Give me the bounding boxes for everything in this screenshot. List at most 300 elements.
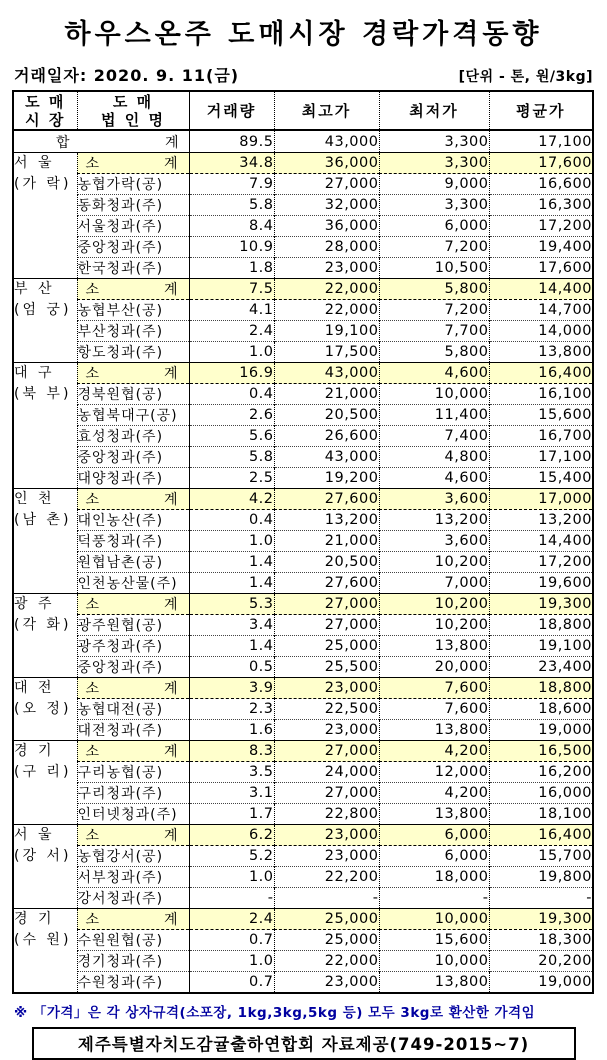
volume-cell: 1.0 bbox=[189, 531, 274, 552]
market-name: 서 울 bbox=[14, 827, 55, 843]
avg-cell: 19,300 bbox=[489, 909, 593, 930]
subtotal-label-cell bbox=[77, 363, 189, 384]
low-cell: 3,300 bbox=[379, 195, 489, 216]
subtotal-row bbox=[13, 741, 593, 762]
high-cell: 22,200 bbox=[274, 867, 379, 888]
subtotal-label-left: 소 bbox=[85, 681, 101, 697]
company-row bbox=[13, 930, 593, 951]
high-cell: 19,100 bbox=[274, 321, 379, 342]
avg-cell: 16,400 bbox=[489, 363, 593, 384]
corp-name-cell: 농협북대구(공) bbox=[77, 405, 189, 426]
company-row bbox=[13, 426, 593, 447]
col-header-low: 최저가 bbox=[379, 91, 489, 130]
low-cell: 10,000 bbox=[379, 951, 489, 972]
market-branch: (오 정) bbox=[14, 701, 72, 717]
subtotal-label-cell bbox=[77, 594, 189, 615]
high-cell: 26,600 bbox=[274, 426, 379, 447]
company-row bbox=[13, 720, 593, 741]
company-row bbox=[13, 342, 593, 363]
corp-name-cell: 인천농산물(주) bbox=[77, 573, 189, 594]
high-cell: 17,500 bbox=[274, 342, 379, 363]
volume-cell: 5.3 bbox=[189, 594, 274, 615]
total-high-cell: 43,000 bbox=[274, 130, 379, 153]
subtotal-label-cell bbox=[77, 678, 189, 699]
subtotal-label-right: 계 bbox=[163, 282, 179, 298]
avg-cell: 19,000 bbox=[538, 722, 592, 738]
justified-label bbox=[78, 741, 189, 761]
avg-cell: 15,400 bbox=[538, 470, 592, 486]
subtotal-label-left: 소 bbox=[85, 492, 101, 508]
high-cell: 28,000 bbox=[274, 237, 379, 258]
low-cell: 7,700 bbox=[379, 321, 489, 342]
source-box: 제주특별자치도감귤출하연합회 자료제공(749-2015~7) bbox=[32, 1027, 576, 1060]
volume-cell: 1.4 bbox=[189, 573, 274, 594]
avg-cell: 13,200 bbox=[538, 512, 592, 528]
high-cell: 27,000 bbox=[274, 741, 379, 762]
market-cell bbox=[13, 279, 77, 363]
market-cell bbox=[13, 678, 77, 741]
low-cell: 6,000 bbox=[379, 216, 489, 237]
subtotal-row bbox=[13, 825, 593, 846]
market-cell bbox=[13, 489, 77, 594]
avg-cell: 16,700 bbox=[538, 428, 592, 444]
company-row bbox=[13, 195, 593, 216]
col-header-market-line2: 시 장 bbox=[25, 110, 66, 129]
avg-cell: 18,800 bbox=[489, 678, 593, 699]
company-row bbox=[13, 552, 593, 573]
high-cell: 27,000 bbox=[274, 615, 379, 636]
low-cell: 10,200 bbox=[379, 594, 489, 615]
low-cell: 10,500 bbox=[379, 258, 489, 279]
market-branch: (구 리) bbox=[14, 764, 72, 780]
market-name: 대 전 bbox=[14, 680, 55, 696]
col-header-market bbox=[13, 91, 77, 130]
low-cell: 3,600 bbox=[379, 489, 489, 510]
high-cell: 13,200 bbox=[274, 510, 379, 531]
avg-cell: 18,800 bbox=[538, 617, 592, 633]
market-name: 경 기 bbox=[14, 743, 55, 759]
low-cell: 12,000 bbox=[379, 762, 489, 783]
avg-cell: 17,000 bbox=[489, 489, 593, 510]
low-cell: 3,600 bbox=[379, 531, 489, 552]
low-cell: 13,800 bbox=[379, 804, 489, 825]
volume-cell: 1.7 bbox=[189, 804, 274, 825]
low-cell: 4,200 bbox=[379, 741, 489, 762]
col-header-market-line1: 도 매 bbox=[25, 92, 66, 111]
volume-cell: 1.8 bbox=[189, 258, 274, 279]
avg-cell: 19,400 bbox=[538, 239, 592, 255]
avg-cell: 16,200 bbox=[538, 764, 592, 780]
high-cell: - bbox=[274, 888, 379, 909]
justified-label bbox=[78, 363, 189, 383]
avg-cell: 17,200 bbox=[538, 554, 592, 570]
market-cell bbox=[13, 363, 77, 489]
company-row bbox=[13, 384, 593, 405]
avg-cell: 17,100 bbox=[538, 449, 592, 465]
volume-cell: 0.5 bbox=[189, 657, 274, 678]
volume-cell: 2.4 bbox=[189, 909, 274, 930]
total-row bbox=[13, 130, 593, 153]
high-cell: 43,000 bbox=[274, 363, 379, 384]
company-row bbox=[13, 846, 593, 867]
volume-cell: 3.4 bbox=[189, 615, 274, 636]
corp-name-cell: 원협남촌(공) bbox=[77, 552, 189, 573]
subtotal-label-left: 소 bbox=[85, 744, 101, 760]
market-branch: (수 원) bbox=[14, 932, 72, 948]
volume-cell: 5.8 bbox=[189, 195, 274, 216]
market-name: 경 기 bbox=[14, 911, 55, 927]
subtotal-label-left: 소 bbox=[85, 156, 101, 172]
volume-cell: 0.7 bbox=[189, 972, 274, 994]
company-row bbox=[13, 447, 593, 468]
corp-name-cell: 광주원협(공) bbox=[77, 615, 189, 636]
subtotal-label-right: 계 bbox=[163, 156, 179, 172]
subtotal-label-right: 계 bbox=[163, 912, 179, 928]
company-row bbox=[13, 657, 593, 678]
avg-cell: 18,100 bbox=[538, 806, 592, 822]
unit-label: [단위 - 톤, 원/3kg] bbox=[458, 69, 593, 85]
company-row bbox=[13, 405, 593, 426]
page-title: 하우스온주 도매시장 경락가격동향 bbox=[64, 19, 543, 50]
company-row bbox=[13, 615, 593, 636]
high-cell: 22,000 bbox=[274, 951, 379, 972]
company-row bbox=[13, 258, 593, 279]
volume-cell: 3.5 bbox=[189, 762, 274, 783]
market-name: 대 구 bbox=[14, 365, 55, 381]
corp-name-cell: 대인농산(주) bbox=[77, 510, 189, 531]
low-cell: - bbox=[379, 888, 489, 909]
corp-name-cell: 서부청과(주) bbox=[77, 867, 189, 888]
subtotal-label-right: 계 bbox=[163, 828, 179, 844]
market-name: 인 천 bbox=[14, 491, 55, 507]
low-cell: 7,000 bbox=[379, 573, 489, 594]
subtotal-label-left: 소 bbox=[85, 366, 101, 382]
high-cell: 22,800 bbox=[274, 804, 379, 825]
price-footnote: ※ 「가격」은 각 상자규격(소포장, 1kg,3kg,5kg 등) 모두 3kg로 환산한 가격임 bbox=[14, 1005, 536, 1021]
corp-name-cell: 인터넷청과(주) bbox=[77, 804, 189, 825]
high-cell: 32,000 bbox=[274, 195, 379, 216]
subtotal-label-cell bbox=[77, 489, 189, 510]
company-row bbox=[13, 636, 593, 657]
volume-cell: 5.8 bbox=[189, 447, 274, 468]
volume-cell: 1.4 bbox=[189, 552, 274, 573]
high-cell: 19,200 bbox=[274, 468, 379, 489]
corp-name-cell: 농협부산(공) bbox=[77, 300, 189, 321]
company-row bbox=[13, 468, 593, 489]
high-cell: 27,000 bbox=[274, 783, 379, 804]
avg-cell: 17,200 bbox=[538, 218, 592, 234]
high-cell: 22,500 bbox=[274, 699, 379, 720]
company-row bbox=[13, 237, 593, 258]
high-cell: 20,500 bbox=[274, 405, 379, 426]
justified-label bbox=[78, 489, 189, 509]
corp-name-cell: 서울청과(주) bbox=[77, 216, 189, 237]
corp-name-cell: 한국청과(주) bbox=[77, 258, 189, 279]
low-cell: 11,400 bbox=[379, 405, 489, 426]
avg-cell: 18,600 bbox=[538, 701, 592, 717]
low-cell: 18,000 bbox=[379, 867, 489, 888]
subtotal-row bbox=[13, 153, 593, 174]
price-table bbox=[12, 90, 594, 994]
low-cell: 7,600 bbox=[379, 699, 489, 720]
subtotal-label-cell bbox=[77, 741, 189, 762]
total-label-right: 계 bbox=[164, 134, 179, 151]
subtotal-label-left: 소 bbox=[85, 912, 101, 928]
subtotal-label-cell bbox=[77, 909, 189, 930]
avg-cell: 14,000 bbox=[538, 323, 592, 339]
high-cell: 36,000 bbox=[274, 216, 379, 237]
avg-cell: 18,300 bbox=[538, 932, 592, 948]
low-cell: 4,600 bbox=[379, 468, 489, 489]
high-cell: 21,000 bbox=[274, 384, 379, 405]
low-cell: 5,800 bbox=[379, 279, 489, 300]
subtotal-label-right: 계 bbox=[163, 597, 179, 613]
subtotal-label-left: 소 bbox=[85, 282, 101, 298]
volume-cell: 4.2 bbox=[189, 489, 274, 510]
volume-cell: 4.1 bbox=[189, 300, 274, 321]
high-cell: 25,000 bbox=[274, 909, 379, 930]
market-name: 광 주 bbox=[14, 596, 55, 612]
high-cell: 23,000 bbox=[274, 720, 379, 741]
total-low-cell: 3,300 bbox=[379, 130, 489, 153]
subtotal-row bbox=[13, 489, 593, 510]
volume-cell: 2.5 bbox=[189, 468, 274, 489]
company-row bbox=[13, 783, 593, 804]
col-header-corp-line1: 도 매 bbox=[112, 92, 154, 111]
low-cell: 15,600 bbox=[379, 930, 489, 951]
corp-name-cell: 중앙청과(주) bbox=[77, 657, 189, 678]
volume-cell: 8.3 bbox=[189, 741, 274, 762]
volume-cell: 7.5 bbox=[189, 279, 274, 300]
corp-name-cell: 항도청과(주) bbox=[77, 342, 189, 363]
avg-cell: 19,600 bbox=[538, 575, 592, 591]
low-cell: 4,200 bbox=[379, 783, 489, 804]
low-cell: 6,000 bbox=[379, 846, 489, 867]
corp-name-cell: 농협강서(공) bbox=[77, 846, 189, 867]
total-volume-cell: 89.5 bbox=[189, 130, 274, 153]
justified-label bbox=[78, 153, 189, 173]
high-cell: 20,500 bbox=[274, 552, 379, 573]
low-cell: 13,800 bbox=[379, 636, 489, 657]
avg-cell: 14,400 bbox=[489, 279, 593, 300]
avg-cell: 17,600 bbox=[489, 153, 593, 174]
volume-cell: 6.2 bbox=[189, 825, 274, 846]
corp-name-cell: 농협대전(공) bbox=[77, 699, 189, 720]
company-row bbox=[13, 531, 593, 552]
market-cell bbox=[13, 741, 77, 825]
market-branch: (각 화) bbox=[14, 617, 72, 633]
corp-name-cell: 광주청과(주) bbox=[77, 636, 189, 657]
subtotal-label-left: 소 bbox=[85, 828, 101, 844]
avg-cell: 19,100 bbox=[538, 638, 592, 654]
market-cell bbox=[13, 594, 77, 678]
low-cell: 13,800 bbox=[379, 720, 489, 741]
low-cell: 3,300 bbox=[379, 153, 489, 174]
corp-name-cell: 효성청과(주) bbox=[77, 426, 189, 447]
col-header-volume: 거래량 bbox=[189, 91, 274, 130]
meta-row bbox=[14, 63, 593, 86]
corp-name-cell: 수원원협(공) bbox=[77, 930, 189, 951]
corp-name-cell: 중앙청과(주) bbox=[77, 447, 189, 468]
volume-cell: 3.1 bbox=[189, 783, 274, 804]
volume-cell: 1.0 bbox=[189, 867, 274, 888]
avg-cell: 19,800 bbox=[538, 869, 592, 885]
high-cell: 36,000 bbox=[274, 153, 379, 174]
high-cell: 43,000 bbox=[274, 447, 379, 468]
company-row bbox=[13, 804, 593, 825]
volume-cell: 0.4 bbox=[189, 384, 274, 405]
header-row bbox=[13, 91, 593, 130]
low-cell: 10,200 bbox=[379, 615, 489, 636]
high-cell: 25,500 bbox=[274, 657, 379, 678]
market-cell bbox=[13, 909, 77, 994]
company-row bbox=[13, 174, 593, 195]
volume-cell: 1.6 bbox=[189, 720, 274, 741]
corp-name-cell: 부산청과(주) bbox=[77, 321, 189, 342]
company-row bbox=[13, 951, 593, 972]
high-cell: 25,000 bbox=[274, 930, 379, 951]
volume-cell: 1.4 bbox=[189, 636, 274, 657]
subtotal-label-right: 계 bbox=[163, 681, 179, 697]
low-cell: 10,000 bbox=[379, 909, 489, 930]
corp-name-cell: 동화청과(주) bbox=[77, 195, 189, 216]
market-cell bbox=[13, 825, 77, 909]
justified-label bbox=[78, 594, 189, 614]
high-cell: 22,000 bbox=[274, 279, 379, 300]
subtotal-label-right: 계 bbox=[163, 366, 179, 382]
high-cell: 24,000 bbox=[274, 762, 379, 783]
high-cell: 25,000 bbox=[274, 636, 379, 657]
company-row bbox=[13, 972, 593, 994]
col-header-corp bbox=[77, 91, 189, 130]
trade-date-label: 거래일자: 2020. 9. 11(금) bbox=[14, 66, 240, 85]
subtotal-row bbox=[13, 363, 593, 384]
corp-name-cell: 농협가락(공) bbox=[77, 174, 189, 195]
avg-cell: 16,600 bbox=[538, 176, 592, 192]
high-cell: 23,000 bbox=[274, 825, 379, 846]
market-branch: (가 락) bbox=[14, 176, 72, 192]
volume-cell: 0.4 bbox=[189, 510, 274, 531]
total-avg-cell: 17,100 bbox=[538, 133, 592, 150]
justified-label bbox=[78, 909, 189, 929]
company-row bbox=[13, 699, 593, 720]
volume-cell: 1.0 bbox=[189, 951, 274, 972]
high-cell: 27,600 bbox=[274, 489, 379, 510]
avg-cell: 15,600 bbox=[538, 407, 592, 423]
low-cell: 7,200 bbox=[379, 300, 489, 321]
low-cell: 20,000 bbox=[379, 657, 489, 678]
corp-name-cell: 대전청과(주) bbox=[77, 720, 189, 741]
subtotal-row bbox=[13, 909, 593, 930]
low-cell: 4,600 bbox=[379, 363, 489, 384]
high-cell: 27,000 bbox=[274, 174, 379, 195]
high-cell: 22,000 bbox=[274, 300, 379, 321]
corp-name-cell: 경기청과(주) bbox=[77, 951, 189, 972]
justified-label bbox=[14, 131, 189, 152]
avg-cell: 17,600 bbox=[538, 260, 592, 276]
avg-cell: 14,400 bbox=[538, 533, 592, 549]
subtotal-label-cell bbox=[77, 153, 189, 174]
low-cell: 5,800 bbox=[379, 342, 489, 363]
col-header-high: 최고가 bbox=[274, 91, 379, 130]
corp-name-cell: 강서청과(주) bbox=[77, 888, 189, 909]
corp-name-cell: 수원청과(주) bbox=[77, 972, 189, 994]
subtotal-row bbox=[13, 594, 593, 615]
low-cell: 10,000 bbox=[379, 384, 489, 405]
subtotal-row bbox=[13, 678, 593, 699]
volume-cell: 10.9 bbox=[189, 237, 274, 258]
company-row bbox=[13, 216, 593, 237]
avg-cell: 14,700 bbox=[538, 302, 592, 318]
subtotal-label-right: 계 bbox=[163, 744, 179, 760]
volume-cell: 5.2 bbox=[189, 846, 274, 867]
subtotal-label-right: 계 bbox=[163, 492, 179, 508]
market-name: 부 산 bbox=[14, 281, 55, 297]
avg-cell: 19,300 bbox=[489, 594, 593, 615]
avg-cell: 19,000 bbox=[538, 974, 592, 990]
volume-cell: 34.8 bbox=[189, 153, 274, 174]
high-cell: 27,600 bbox=[274, 573, 379, 594]
avg-cell: 16,000 bbox=[538, 785, 592, 801]
volume-cell: 0.7 bbox=[189, 930, 274, 951]
low-cell: 9,000 bbox=[379, 174, 489, 195]
subtotal-row bbox=[13, 279, 593, 300]
corp-name-cell: 경북원협(공) bbox=[77, 384, 189, 405]
volume-cell: 2.3 bbox=[189, 699, 274, 720]
market-cell bbox=[13, 153, 77, 279]
high-cell: 23,000 bbox=[274, 258, 379, 279]
col-header-corp-line2: 법 인 명 bbox=[101, 110, 165, 129]
high-cell: 23,000 bbox=[274, 846, 379, 867]
avg-cell: 16,500 bbox=[489, 741, 593, 762]
volume-cell: - bbox=[189, 888, 274, 909]
col-header-avg: 평균가 bbox=[516, 102, 566, 120]
market-branch: (엄 궁) bbox=[14, 302, 72, 318]
volume-cell: 7.9 bbox=[189, 174, 274, 195]
market-name: 서 울 bbox=[14, 155, 55, 171]
total-label-cell bbox=[13, 130, 189, 153]
avg-cell: 20,200 bbox=[538, 953, 592, 969]
avg-cell: 13,800 bbox=[538, 344, 592, 360]
low-cell: 13,800 bbox=[379, 972, 489, 994]
total-label-left: 합 bbox=[56, 134, 70, 151]
justified-label bbox=[78, 825, 189, 845]
corp-name-cell: 덕풍청과(주) bbox=[77, 531, 189, 552]
high-cell: 27,000 bbox=[274, 594, 379, 615]
volume-cell: 16.9 bbox=[189, 363, 274, 384]
high-cell: 23,000 bbox=[274, 678, 379, 699]
corp-name-cell: 구리청과(주) bbox=[77, 783, 189, 804]
high-cell: 23,000 bbox=[274, 972, 379, 994]
volume-cell: 5.6 bbox=[189, 426, 274, 447]
company-row bbox=[13, 510, 593, 531]
low-cell: 6,000 bbox=[379, 825, 489, 846]
volume-cell: 2.4 bbox=[189, 321, 274, 342]
corp-name-cell: 구리농협(공) bbox=[77, 762, 189, 783]
volume-cell: 3.9 bbox=[189, 678, 274, 699]
low-cell: 7,400 bbox=[379, 426, 489, 447]
corp-name-cell: 중앙청과(주) bbox=[77, 237, 189, 258]
subtotal-label-cell bbox=[77, 825, 189, 846]
low-cell: 13,200 bbox=[379, 510, 489, 531]
volume-cell: 1.0 bbox=[189, 342, 274, 363]
market-branch: (강 서) bbox=[14, 848, 72, 864]
low-cell: 10,200 bbox=[379, 552, 489, 573]
volume-cell: 8.4 bbox=[189, 216, 274, 237]
corp-name-cell: 대양청과(주) bbox=[77, 468, 189, 489]
low-cell: 4,800 bbox=[379, 447, 489, 468]
company-row bbox=[13, 888, 593, 909]
